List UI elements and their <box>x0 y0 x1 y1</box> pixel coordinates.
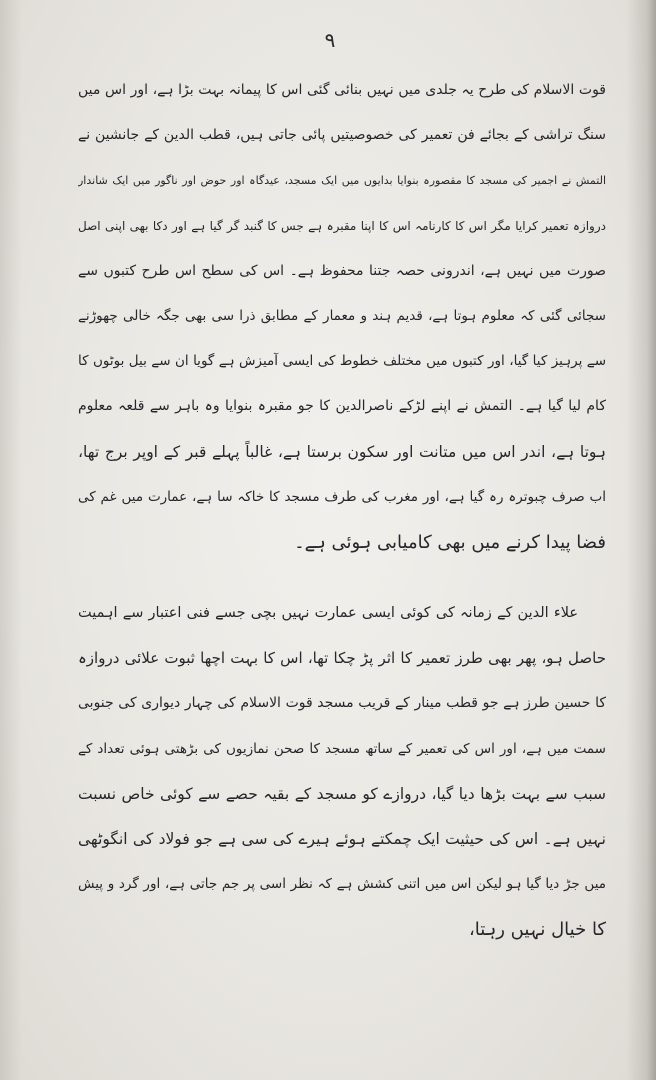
page-number: ۹ <box>324 28 336 52</box>
text-line: التمش نے اجمیر کی مسجد کا مقصورہ بنوایا بدایوں میں ایک مسجد، عیدگاہ اور حوض اور ناگور میں ایک شاندار <box>78 174 606 188</box>
text-line: سے پرہیز کیا گیا، اور کتبوں میں مختلف خطوط کی ایسی آمیزش ہے گویا ان سے بیل بوٹوں کا <box>78 353 606 370</box>
paragraph <box>78 68 606 565</box>
text-line: دروازہ تعمیر کرایا مگر اس کا کارنامہ اس کا اپنا مقبرہ ہے جس کا گنبد گر گیا ہے اور دکا بھی اپنی اصل <box>78 218 606 233</box>
text-line: حاصل ہو، پھر بھی طرز تعمیر کا اثر پڑ چکا تھا، اس کا بہت اچھا ثبوت علائی دروازہ <box>78 649 606 668</box>
text-line: سمت میں ہے، اور اس کی تعمیر کے ساتھ مسجد کا صحن نمازیوں کی بڑھتی ہوئی تعداد کے <box>78 740 606 757</box>
text-line: فضا پیدا کرنے میں بھی کامیابی ہوئی ہے۔ <box>294 531 606 553</box>
text-line: نہیں ہے۔ اس کی حیثیت ایک چمکتے ہوئے ہیرے کی سی ہے جو فولاد کی انگوٹھی <box>78 830 606 848</box>
body-text <box>78 68 606 953</box>
page-edge-shadow <box>0 0 22 1080</box>
text-line: صورت میں نہیں ہے، اندرونی حصہ جتنا محفوظ ہے۔ اس کی سطح اس طرح کتبوں سے <box>78 262 606 279</box>
text-line: کا حسین طرز ہے جو قطب مینار کے قریب مسجد قوت الاسلام کی چہار دیواری کی جنوبی <box>78 695 606 712</box>
text-line: سنگ تراشی کے بجائے فن تعمیر کی خصوصیتیں پائی جاتی ہیں، قطب الدین کے جانشین نے <box>78 127 606 144</box>
text-line: علاء الدین کے زمانہ کی کوئی ایسی عمارت نہیں بچی جسے فنی اعتبار سے اہمیت <box>78 605 578 622</box>
text-line: سجائی گئی کہ معلوم ہوتا ہے، قدیم ہند و معمار کے مطابق ذرا سی بھی جگہ خالی چھوڑنے <box>78 307 606 324</box>
text-line: ہوتا ہے، اندر اس میں متانت اور سکون برستا ہے، غالباً پہلے قبر کے اوپر برج تھا، <box>78 442 606 461</box>
text-line: قوت الاسلام کی طرح یہ جلدی میں نہیں بنائی گئی اس کا پیمانہ بہت بڑا ہے، اور اس میں <box>78 82 606 98</box>
text-line: کام لیا گیا ہے۔ التمش نے اپنے لڑکے ناصرالدین کا جو مقبرہ بنوایا وہ باہر سے قلعہ معلوم <box>78 398 606 415</box>
paragraph-gap <box>78 565 606 591</box>
text-line: کا خیال نہیں رہتا، <box>469 919 606 941</box>
text-line: میں جڑ دیا گیا ہو لیکن اس میں اتنی کشش ہے کہ نظر اسی پر جم جاتی ہے، اور گرد و پیش <box>78 876 606 893</box>
paragraph <box>78 591 606 953</box>
text-line: اب صرف چبوترہ رہ گیا ہے، اور مغرب کی طرف مسجد کا خاکہ سا ہے، عمارت میں غم کی <box>78 488 606 505</box>
binding-gutter-shadow <box>626 0 656 1080</box>
text-line: سبب سے بہت بڑھا دیا گیا، دروازے کو مسجد کے بقیہ حصے سے کوئی خاص نسبت <box>78 784 606 803</box>
